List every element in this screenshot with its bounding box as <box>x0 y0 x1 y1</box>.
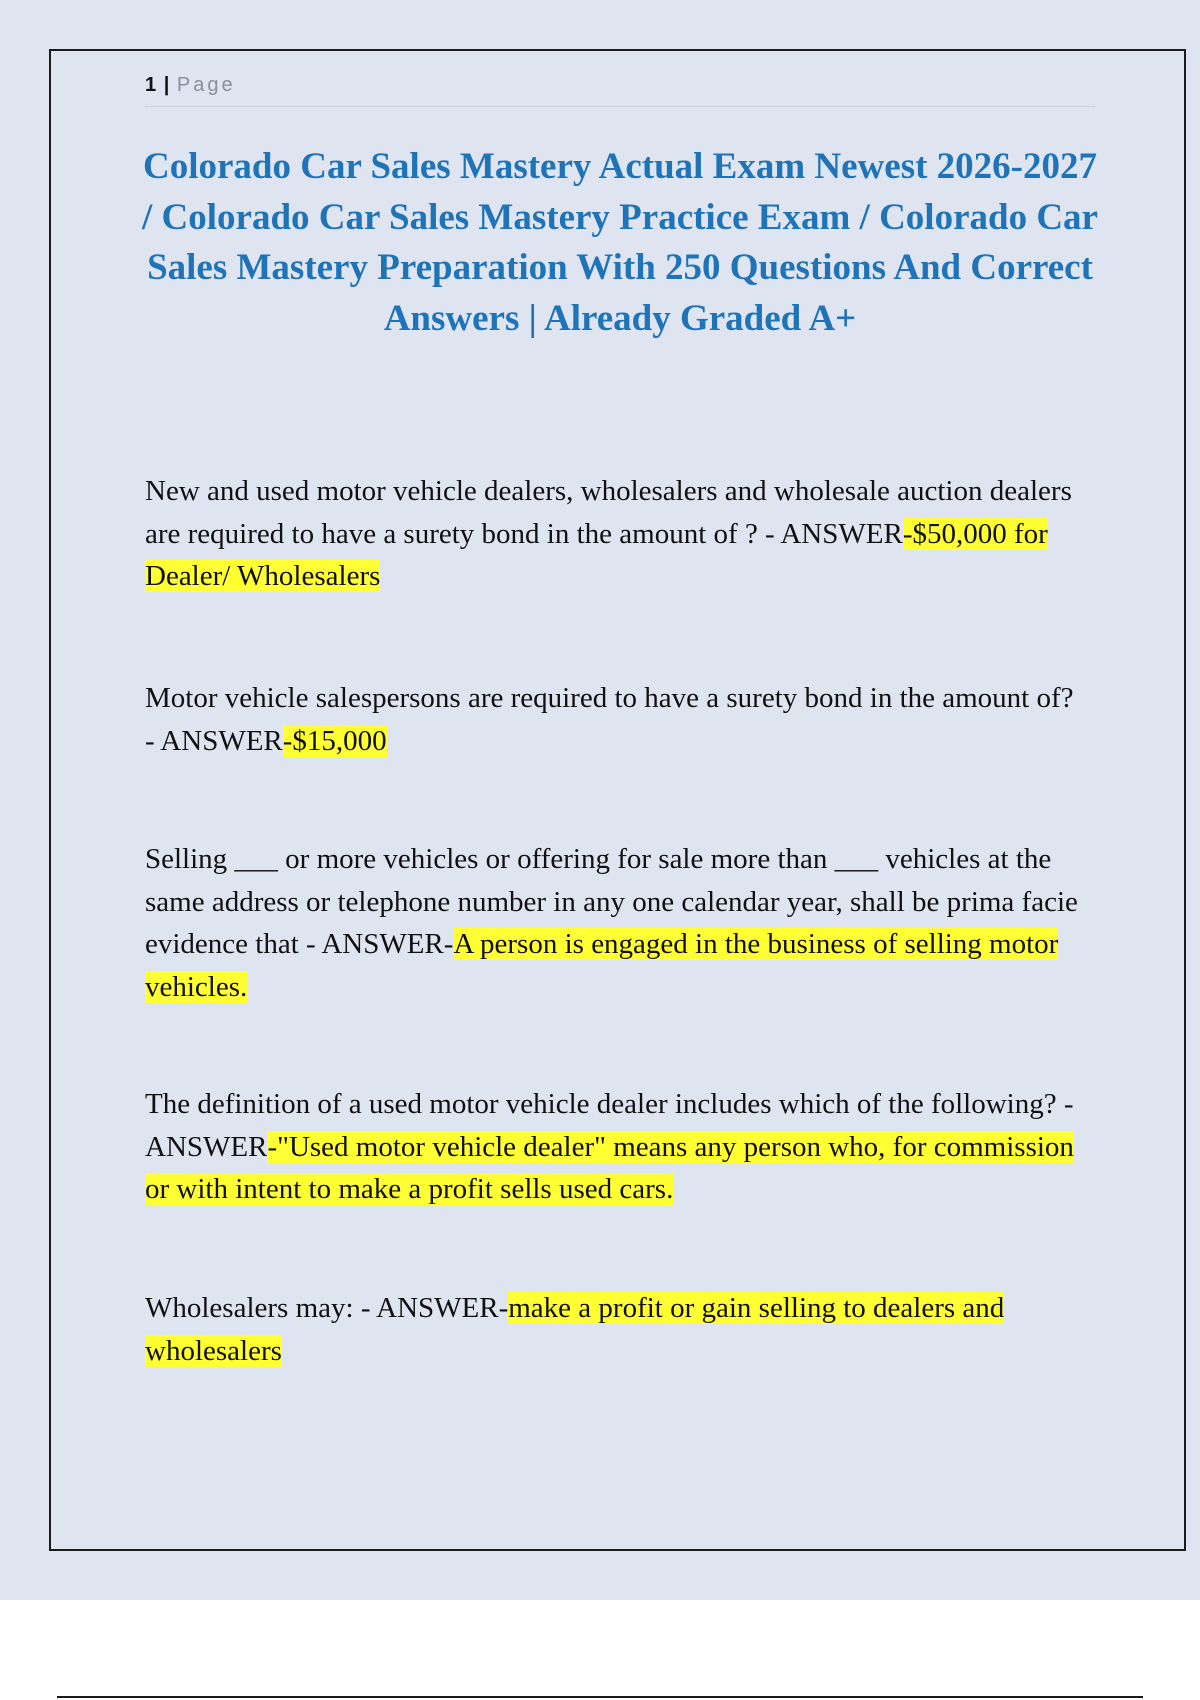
qa-item <box>145 470 1085 598</box>
page-label: Page <box>176 74 236 96</box>
qa-item <box>145 1287 1085 1372</box>
answer-highlight: -$15,000 <box>282 724 387 757</box>
answer-highlight: A person is engaged in the business of selling motor vehicles. <box>145 928 1059 1003</box>
question-text: Motor vehicle salespersons are required to have a surety bond in the amount of? - ANSWER <box>145 682 1074 757</box>
page-header <box>145 74 1095 107</box>
qa-item <box>145 1083 1085 1211</box>
answer-highlight: -"Used motor vehicle dealer" means any person who, for commission or with intent to make a profit sells used cars. <box>145 1130 1074 1205</box>
answer-highlight: make a profit or gain selling to dealers and wholesalers <box>145 1292 1005 1367</box>
document-title: Colorado Car Sales Mastery Actual Exam Newest 2026-2027 / Colorado Car Sales Mastery Practice Exam / Colorado Car Sales Mastery Preparation With 250 Questions And Correct Answers | Already Graded A+ <box>142 146 1098 339</box>
question-text: New and used motor vehicle dealers, wholesalers and wholesale auction dealers are required to have a surety bond in the amount of ? - ANSWER <box>145 475 1072 550</box>
qa-item <box>145 677 1085 762</box>
answer-highlight: -$50,000 for Dealer/ Wholesalers <box>145 517 1048 592</box>
footer-rule <box>57 1696 1143 1698</box>
page-number: 1 <box>145 74 157 96</box>
page-separator: | <box>163 74 170 96</box>
question-text: Selling ___ or more vehicles or offering for sale more than ___ vehicles at the same address or telephone number in any one calendar year, shall be prima facie evidence that - ANSWER- <box>145 843 1078 960</box>
question-text: Wholesalers may: - ANSWER- <box>145 1292 509 1324</box>
question-text: The definition of a used motor vehicle dealer includes which of the following? - ANSWER <box>145 1088 1074 1163</box>
qa-item <box>145 838 1085 1008</box>
